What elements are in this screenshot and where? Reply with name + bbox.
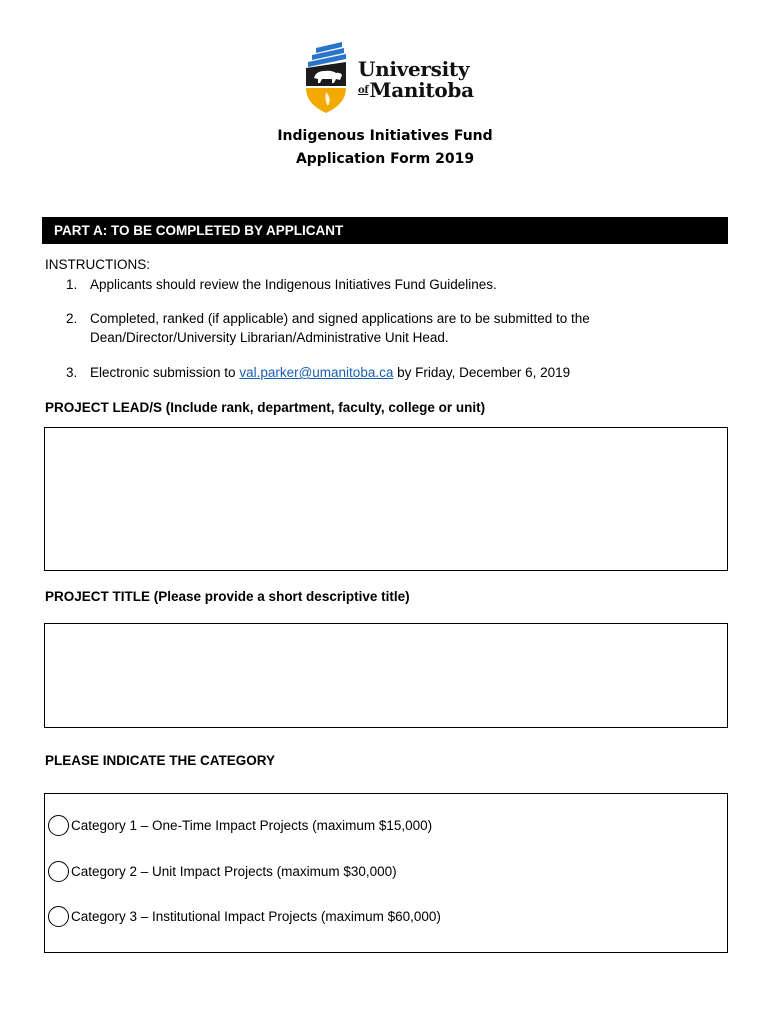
- form-title-line1: Indigenous Initiatives Fund: [277, 128, 493, 144]
- category-option-1[interactable]: [48, 815, 432, 836]
- project-title-field[interactable]: [44, 623, 728, 728]
- radio-button[interactable]: [48, 815, 69, 836]
- category-option-2[interactable]: [48, 861, 397, 882]
- project-lead-label: PROJECT LEAD/S (Include rank, department, faculty, college or unit): [45, 400, 486, 415]
- category-option-label: Category 2 – Unit Impact Projects (maximum $30,000): [71, 864, 397, 879]
- instruction-number: 1.: [66, 277, 78, 292]
- instruction-item: [66, 275, 650, 294]
- logo-line-manitoba: Manitoba: [369, 78, 474, 102]
- instruction-text: Electronic submission to: [90, 365, 240, 380]
- logo-line-university: University: [358, 57, 470, 81]
- instruction-text: Completed, ranked (if applicable) and signed applications are to be submitted to the Dean/Director/University Librarian/Administrative Unit Head.: [90, 311, 590, 345]
- radio-button[interactable]: [48, 861, 69, 882]
- instruction-item: [66, 363, 650, 382]
- category-label: PLEASE INDICATE THE CATEGORY: [45, 753, 276, 768]
- instruction-number: 2.: [66, 311, 78, 326]
- instruction-item: [66, 309, 635, 347]
- instruction-text: by Friday, December 6, 2019: [393, 365, 571, 380]
- instruction-number: 3.: [66, 365, 78, 380]
- category-option-label: Category 1 – One-Time Impact Projects (maximum $15,000): [71, 818, 433, 833]
- instruction-text: Applicants should review the Indigenous Initiatives Fund Guidelines.: [90, 277, 497, 292]
- logo-of: of: [358, 85, 369, 96]
- email-link[interactable]: val.parker@umanitoba.ca: [239, 365, 394, 380]
- project-title-label: PROJECT TITLE (Please provide a short descriptive title): [45, 589, 410, 604]
- shield-icon: [302, 42, 350, 114]
- project-lead-field[interactable]: [44, 427, 728, 571]
- radio-button[interactable]: [48, 906, 69, 927]
- form-title-line2: Application Form 2019: [295, 151, 475, 167]
- part-a-heading: PART A: TO BE COMPLETED BY APPLICANT: [42, 217, 728, 244]
- category-option-3[interactable]: [48, 906, 441, 927]
- university-logo: [302, 42, 472, 114]
- category-option-label: Category 3 – Institutional Impact Projects (maximum $60,000): [71, 909, 441, 924]
- instructions-heading: INSTRUCTIONS:: [45, 257, 151, 272]
